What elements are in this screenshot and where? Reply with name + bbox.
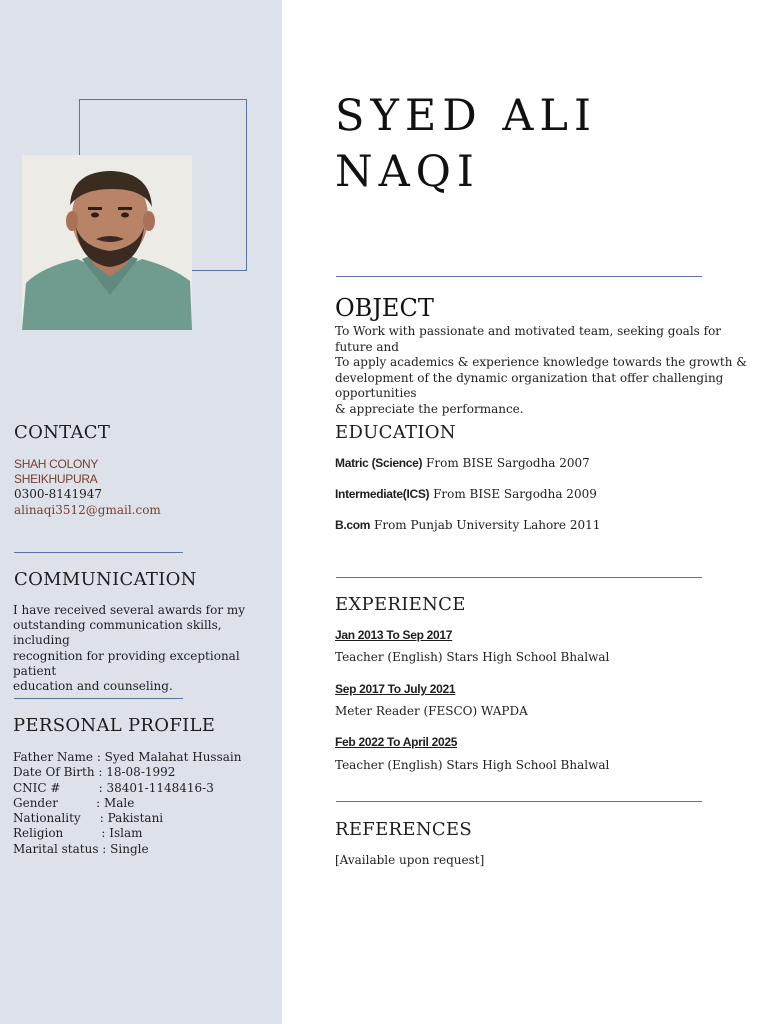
references-text: [Available upon request] [335, 853, 485, 867]
address-line-1: SHAH COLONY [14, 457, 99, 471]
object-text [335, 324, 760, 417]
education-degree: B.com [335, 518, 371, 532]
education-item [335, 487, 597, 503]
communication-line: outstanding communication skills, including [13, 618, 222, 648]
object-heading: OBJECT [335, 294, 434, 322]
education-detail: From BISE Sargodha 2009 [429, 487, 597, 501]
experience-role: Teacher (English) Stars High School Bhalwal [335, 758, 610, 772]
experience-period: Jan 2013 To Sep 2017 [335, 628, 453, 642]
sidebar-divider-1 [14, 552, 183, 553]
communication-line: recognition for providing exceptional patient [13, 648, 240, 678]
main-divider-2 [336, 577, 702, 578]
profile-photo [22, 155, 192, 330]
personal-profile-heading: PERSONAL PROFILE [13, 715, 216, 736]
name-line-2: NAQI [335, 147, 480, 197]
phone-number: 0300-8141947 [14, 487, 103, 502]
profile-row-date-of-birth: Date Of Birth : 18-08-1992 [13, 765, 176, 780]
portrait-photo-icon [22, 155, 192, 330]
education-heading: EDUCATION [335, 422, 456, 443]
main-divider-1 [336, 276, 702, 277]
contact-heading: CONTACT [14, 422, 111, 443]
candidate-name [335, 88, 597, 200]
experience-period: Feb 2022 To April 2025 [335, 735, 458, 749]
experience-role: Teacher (English) Stars High School Bhalwal [335, 650, 610, 664]
references-heading: REFERENCES [335, 819, 473, 840]
personal-profile-list [13, 750, 241, 857]
profile-row-gender: Gender : Male [13, 795, 135, 810]
main-divider-3 [336, 801, 702, 802]
address-line-2: SHEIKHUPURA [14, 472, 98, 487]
communication-heading: COMMUNICATION [14, 569, 197, 590]
experience-role: Meter Reader (FESCO) WAPDA [335, 704, 528, 718]
profile-row-marital-status: Marital status : Single [13, 841, 149, 856]
profile-row-cnic: CNIC # : 38401-1148416-3 [13, 780, 214, 795]
email-link[interactable]: alinaqi3512@gmail.com [14, 502, 161, 517]
education-item [335, 518, 600, 534]
education-degree: Matric (Science) [335, 456, 423, 470]
object-line: To Work with passionate and motivated team, seeking goals for future and [335, 324, 722, 354]
object-line: development of the dynamic organization that offer challenging opportunities [335, 370, 724, 400]
communication-line: I have received several awards for my [13, 603, 246, 617]
contact-block [14, 457, 161, 518]
object-line: & appreciate the performance. [335, 401, 524, 416]
education-degree: Intermediate(ICS) [335, 487, 430, 501]
education-item [335, 456, 590, 472]
sidebar-divider-2 [14, 698, 183, 699]
object-line: To apply academics & experience knowledge towards the growth & [335, 355, 747, 369]
profile-row-father-name: Father Name : Syed Malahat Hussain [13, 750, 242, 764]
education-detail: From BISE Sargodha 2007 [422, 456, 590, 470]
experience-period: Sep 2017 To July 2021 [335, 682, 456, 696]
communication-text [13, 603, 275, 694]
name-line-1: SYED ALI [335, 91, 597, 141]
profile-row-religion: Religion : Islam [13, 826, 143, 841]
communication-line: education and counseling. [13, 679, 173, 694]
experience-heading: EXPERIENCE [335, 594, 466, 615]
education-detail: From Punjab University Lahore 2011 [370, 518, 601, 532]
profile-row-nationality: Nationality : Pakistani [13, 811, 164, 826]
